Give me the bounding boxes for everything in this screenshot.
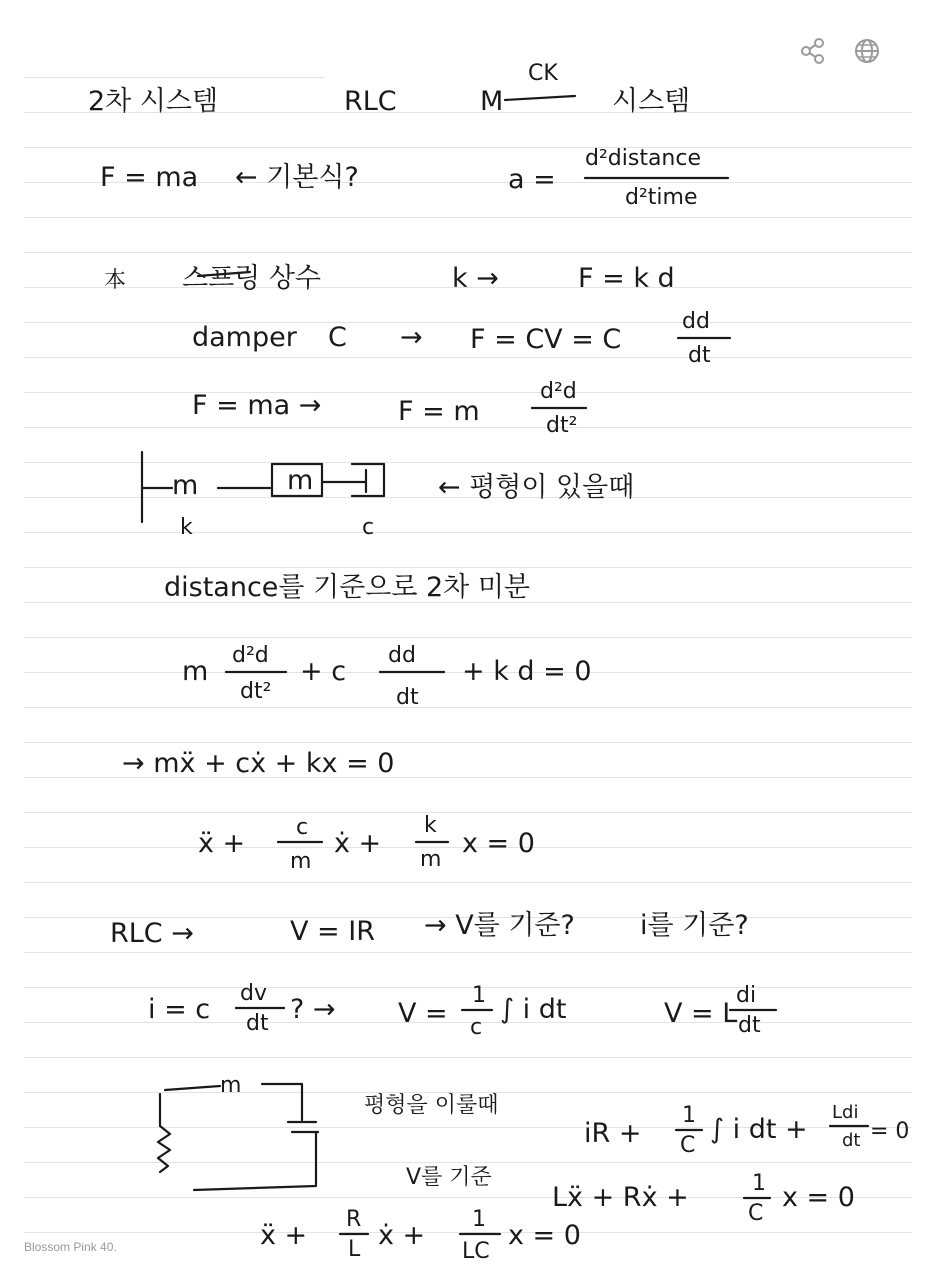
frac-numerator: R [346, 1207, 362, 1232]
wire [165, 1086, 220, 1090]
integral-plus: ∫ i dt + [710, 1114, 808, 1145]
equilibrium-note: 평형을 이룰때 [364, 1093, 499, 1118]
frac-numerator: di [736, 983, 757, 1008]
frac-numerator: 1 [682, 1103, 696, 1128]
frac-denominator: dt [246, 1011, 269, 1036]
frac-numerator: d²d [232, 643, 269, 668]
frac-numerator: d²d [540, 379, 577, 404]
eq-f-ma-arrow: F = ma → [192, 390, 322, 421]
eq-xd: ẋ + [334, 828, 382, 859]
second-derivative-note: distance를 기준으로 2차 미분 [164, 572, 530, 603]
frac-numerator: dd [388, 643, 416, 668]
frac-denominator: dt² [546, 413, 578, 438]
frac-numerator: d²distance [585, 146, 702, 171]
wire [262, 1084, 302, 1120]
eq-v-ir: V = IR [290, 916, 375, 947]
eq-plus-c: + c [300, 656, 347, 687]
eq-f-kd: F = k d [578, 263, 675, 294]
frac-numerator: dv [240, 981, 267, 1006]
heading-ck-superscript: CK [528, 61, 558, 86]
frac-denominator: L [348, 1237, 361, 1262]
eq-f-cv: F = CV = C [470, 324, 622, 355]
heading-rlc: RLC [344, 86, 397, 117]
k-arrow: k → [452, 263, 499, 294]
arrow: → [400, 322, 423, 353]
mass-label: m [287, 465, 314, 496]
eq-v-l: V = L [664, 998, 738, 1029]
eq-plus-kd: + k d = 0 [462, 656, 592, 687]
wire [194, 1132, 316, 1190]
eq-m: m [182, 656, 209, 687]
eq-x-zero: x = 0 [508, 1220, 581, 1251]
eq-a-equals: a = [508, 164, 556, 195]
frac-numerator: 1 [472, 1207, 486, 1232]
heading-second-order: 2차 시스템 [88, 86, 219, 117]
eq-f-ma: F = ma [100, 162, 199, 193]
eq-x-zero: x = 0 [782, 1182, 855, 1213]
heading-mck: M [480, 86, 504, 117]
frac-denominator: d²time [625, 185, 698, 210]
damper-cylinder [352, 464, 384, 496]
v-reference-question: → V를 기준? [424, 910, 575, 941]
frac-numerator: k [424, 813, 437, 838]
frac-denominator: dt [738, 1013, 761, 1038]
heading-system: 시스템 [612, 86, 691, 117]
eq-zero: = 0 [870, 1119, 910, 1144]
eq-xd: ẋ + [378, 1220, 426, 1251]
frac-numerator: Ldi [832, 1102, 859, 1123]
bullet-mark: 本 [104, 268, 127, 293]
note-basic-equation: ← 기본식? [235, 162, 359, 193]
damper-c: C [328, 322, 347, 353]
eq-ir-plus: iR + [584, 1118, 642, 1149]
mass-spring-damper-diagram [142, 452, 634, 540]
v-reference-note: V를 기준 [406, 1165, 492, 1190]
frac-denominator: dt [688, 343, 711, 368]
strikethrough [505, 96, 575, 100]
spring-coil: m [172, 470, 199, 501]
i-reference-question: i를 기준? [640, 910, 749, 941]
eq-f-m: F = m [398, 396, 480, 427]
frac-denominator: dt [396, 685, 419, 710]
eq-xdd: ẍ + [260, 1220, 308, 1251]
eq-x-zero: x = 0 [462, 828, 535, 859]
eq-mx-cx-kx: → mẍ + cẋ + kx = 0 [122, 748, 395, 779]
damper-label: damper [192, 322, 297, 353]
frac-denominator: LC [462, 1239, 490, 1264]
frac-denominator: dt [842, 1130, 861, 1151]
equilibrium-note: ← 평형이 있을때 [438, 472, 635, 503]
resistor-zigzag [158, 1094, 170, 1172]
frac-denominator: C [680, 1133, 696, 1158]
spring-constant: 스프링 상수 [182, 263, 321, 294]
eq-i-c: i = c [148, 994, 211, 1025]
rlc-label: RLC → [110, 918, 194, 949]
frac-numerator: dd [682, 309, 710, 334]
damper-c-label: c [362, 515, 375, 540]
frac-numerator: c [296, 815, 309, 840]
eq-v-equals: V = [398, 998, 448, 1029]
frac-numerator: 1 [472, 983, 486, 1008]
frac-denominator: C [748, 1201, 764, 1226]
inductor-coil: m [220, 1073, 242, 1098]
frac-denominator: dt² [240, 679, 272, 704]
frac-denominator: c [470, 1015, 483, 1040]
frac-denominator: m [290, 849, 312, 874]
question-arrow: ? → [290, 994, 336, 1025]
frac-denominator: m [420, 847, 442, 872]
eq-xdd: ẍ + [198, 828, 246, 859]
template-label: Blossom Pink 40. [24, 1240, 117, 1254]
rlc-circuit-diagram [158, 1073, 499, 1190]
integral-i-dt: ∫ i dt [500, 994, 567, 1025]
spring-k-label: k [180, 515, 193, 540]
eq-lx-rx: Lẍ + Rẋ + [552, 1182, 689, 1213]
frac-numerator: 1 [752, 1171, 766, 1196]
